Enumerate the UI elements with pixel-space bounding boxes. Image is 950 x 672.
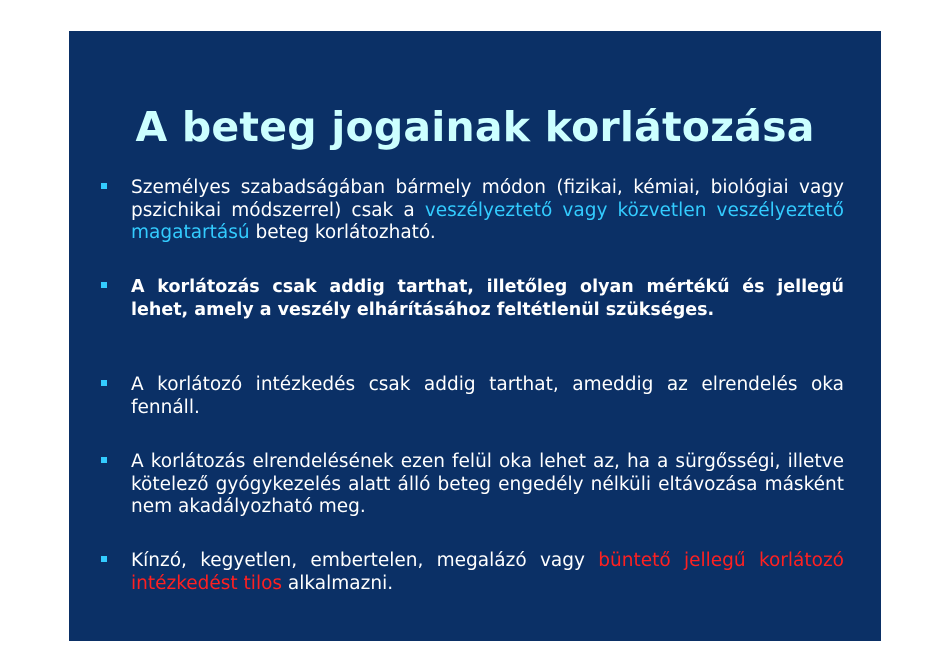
square-bullet-icon bbox=[101, 183, 107, 189]
bullet-text bbox=[131, 451, 844, 519]
square-bullet-icon bbox=[101, 380, 107, 386]
slide-title: A beteg jogainak korlátozása bbox=[135, 103, 815, 151]
bullet-text-warning: büntető jellegű korlátozó intézkedést tilos bbox=[131, 550, 844, 594]
bullet-text-segment: A korlátozó intézkedés csak addig tarthat, ameddig az elrendelés oka fennáll. bbox=[131, 374, 844, 418]
bullet-text-segment: A korlátozás csak addig tarthat, illetőleg olyan mértékű és jellegű lehet, amely a veszély elhárításához feltétlenül szükséges. bbox=[131, 277, 844, 320]
bullet-text-segment: A korlátozás elrendelésének ezen felül oka lehet az, ha a sürgősségi, illetve kötelező gyógykezelés alatt álló beteg engedély nélküli eltávozása másként nem akadályozható meg. bbox=[131, 451, 844, 517]
bullet-text-highlight: veszélyeztető vagy közvetlen veszélyeztető magatartású bbox=[131, 199, 844, 243]
square-bullet-icon bbox=[101, 282, 107, 288]
square-bullet-icon bbox=[101, 457, 107, 463]
slide bbox=[69, 31, 881, 641]
square-bullet-icon bbox=[101, 556, 107, 562]
bullet-text bbox=[131, 550, 844, 595]
bullet-text bbox=[131, 276, 844, 321]
bullet-text bbox=[131, 374, 844, 419]
bullet-text bbox=[131, 177, 844, 245]
bullet-text-segment: alkalmazni. bbox=[282, 572, 394, 594]
bullet-text-segment: Személyes szabadságában bármely módon (fizikai, kémiai, biológiai vagy pszichikai módszerrel) csak a bbox=[131, 177, 844, 221]
bullet-text-segment: beteg korlátozható. bbox=[249, 222, 436, 243]
bullet-text-segment: Kínzó, kegyetlen, embertelen, megalázó vagy bbox=[131, 550, 599, 571]
